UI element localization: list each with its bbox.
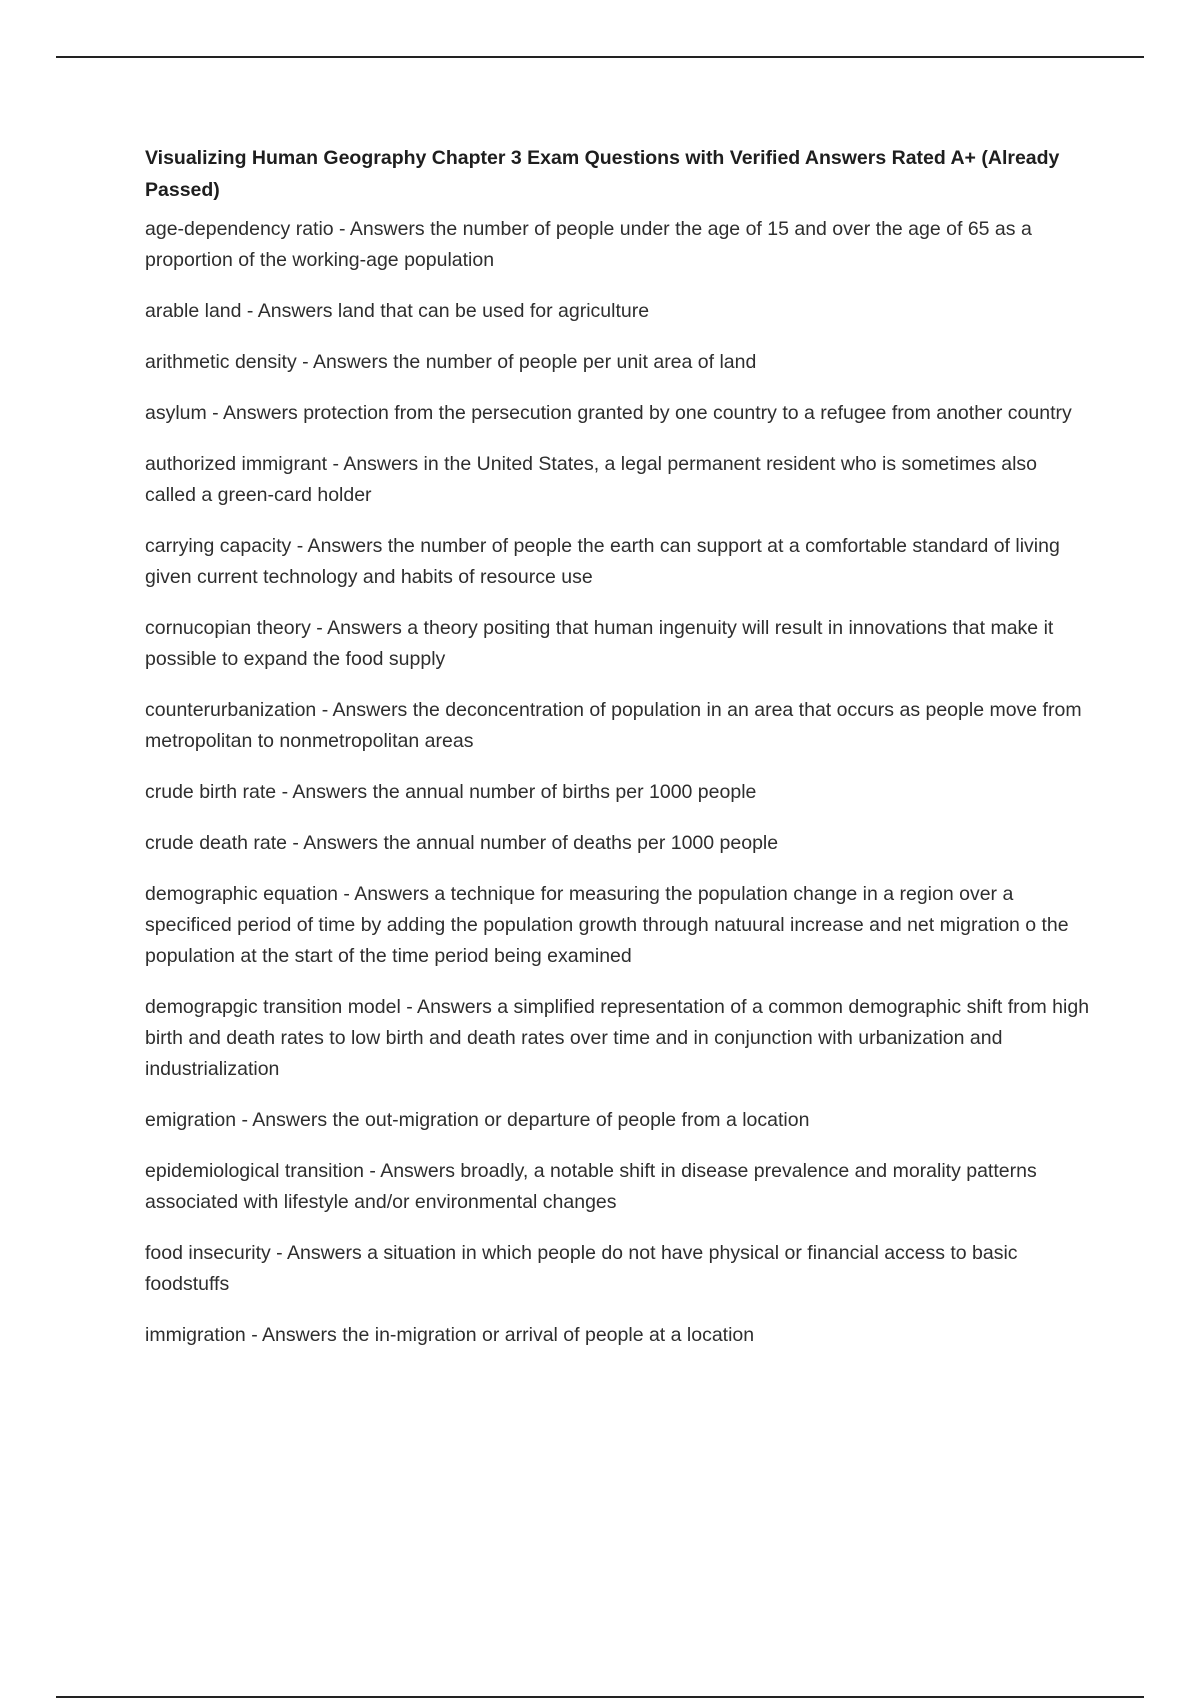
glossary-entry: counterurbanization - Answers the deconcentration of population in an area that occurs as people move from metropolitan to nonmetropolitan areas <box>145 699 1082 752</box>
glossary-entry: crude birth rate - Answers the annual number of births per 1000 people <box>145 781 757 803</box>
glossary-entry: epidemiological transition - Answers broadly, a notable shift in disease prevalence and morality patterns associated with lifestyle and/or environmental changes <box>145 1160 1037 1213</box>
glossary-entry: age-dependency ratio - Answers the number of people under the age of 15 and over the age of 65 as a proportion of the working-age population <box>145 218 1032 271</box>
glossary-entry: carrying capacity - Answers the number of people the earth can support at a comfortable standard of living given current technology and habits of resource use <box>145 535 1060 588</box>
glossary-entry: arable land - Answers land that can be used for agriculture <box>145 300 650 322</box>
bottom-rule <box>56 1696 1144 1698</box>
top-rule <box>56 56 1144 58</box>
glossary-entry: cornucopian theory - Answers a theory positing that human ingenuity will result in innovations that make it possible to expand the food supply <box>145 617 1054 670</box>
document-title: Visualizing Human Geography Chapter 3 Exam Questions with Verified Answers Rated A+ (Already Passed) <box>145 147 1060 201</box>
glossary-entry: demograpgic transition model - Answers a simplified representation of a common demographic shift from high birth and death rates to low birth and death rates over time and in conjunction with urbanization and industrialization <box>145 996 1090 1080</box>
glossary-entry: emigration - Answers the out-migration or departure of people from a location <box>145 1109 810 1131</box>
glossary-entry: immigration - Answers the in-migration or arrival of people at a location <box>145 1324 755 1346</box>
glossary-entry: demographic equation - Answers a technique for measuring the population change in a region over a specificed period of time by adding the population growth through natuural increase and net migration o the population at the start of the time period being examined <box>145 883 1069 967</box>
glossary-entry: arithmetic density - Answers the number of people per unit area of land <box>145 351 757 373</box>
glossary-entry: food insecurity - Answers a situation in which people do not have physical or financial access to basic foodstuffs <box>145 1242 1018 1295</box>
glossary-entry: asylum - Answers protection from the persecution granted by one country to a refugee from another country <box>145 402 1072 424</box>
glossary-entry: authorized immigrant - Answers in the United States, a legal permanent resident who is sometimes also called a green-card holder <box>145 453 1038 506</box>
page-content <box>145 142 1090 1371</box>
glossary-entry: crude death rate - Answers the annual number of deaths per 1000 people <box>145 832 779 854</box>
